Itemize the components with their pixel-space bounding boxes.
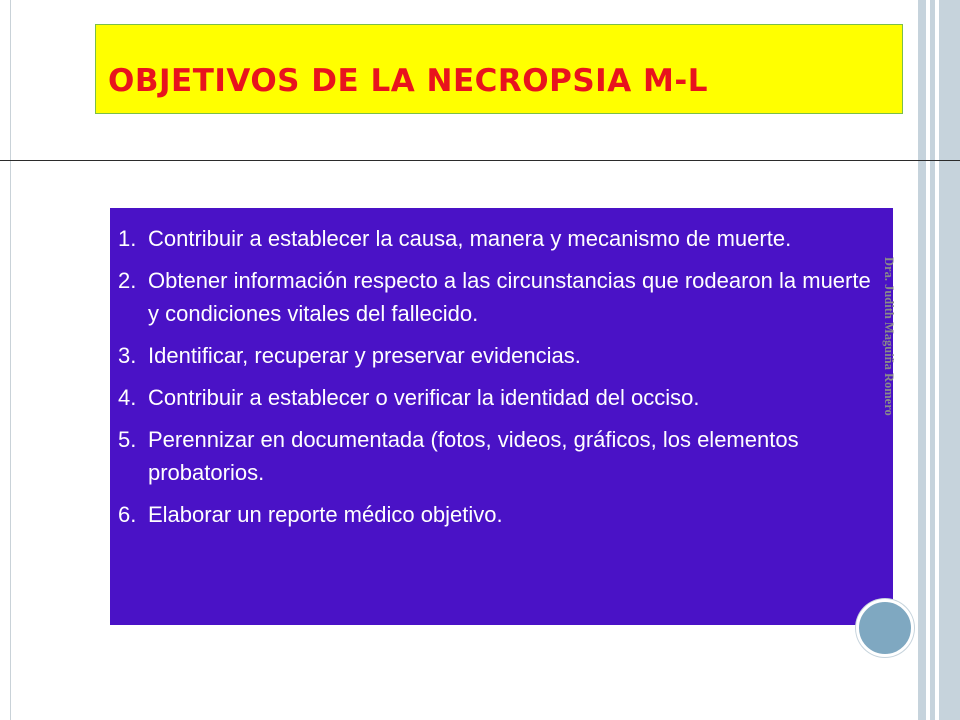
objectives-list xyxy=(118,222,871,531)
objective-item xyxy=(118,264,871,330)
objective-text: Elaborar un reporte médico objetivo. xyxy=(148,502,503,527)
objectives-panel xyxy=(110,208,893,625)
author-credit: Dra. Judith Maguiña Romero xyxy=(882,257,896,416)
objective-item xyxy=(118,339,871,372)
objective-number: 3. xyxy=(118,343,137,368)
objective-text: Obtener información respecto a las circunstancias que rodearon la muerte y condiciones vitales del fallecido. xyxy=(148,268,871,326)
decorative-vertical-bar xyxy=(918,0,926,720)
horizontal-divider xyxy=(0,160,960,161)
decorative-vertical-bar xyxy=(939,0,960,720)
slide-title: OBJETIVOS DE LA NECROPSIA M-L xyxy=(108,63,708,99)
objective-number: 2. xyxy=(118,268,137,293)
objective-item xyxy=(118,381,871,414)
objective-item xyxy=(118,222,871,255)
objective-item xyxy=(118,498,871,531)
objective-item xyxy=(118,423,871,489)
objective-number: 1. xyxy=(118,226,137,251)
objective-number: 5. xyxy=(118,427,137,452)
objective-text: Perennizar en documentada (fotos, videos, gráficos, los elementos probatorios. xyxy=(148,427,799,485)
objective-number: 4. xyxy=(118,385,137,410)
objective-text: Identificar, recuperar y preservar evidencias. xyxy=(148,343,581,368)
objective-text: Contribuir a establecer o verificar la identidad del occiso. xyxy=(148,385,700,410)
objective-text: Contribuir a establecer la causa, manera y mecanismo de muerte. xyxy=(148,226,792,251)
decorative-circle xyxy=(856,599,914,657)
left-border-line xyxy=(10,0,11,720)
objective-number: 6. xyxy=(118,502,137,527)
title-banner xyxy=(95,24,903,114)
decorative-vertical-bar xyxy=(930,0,935,720)
